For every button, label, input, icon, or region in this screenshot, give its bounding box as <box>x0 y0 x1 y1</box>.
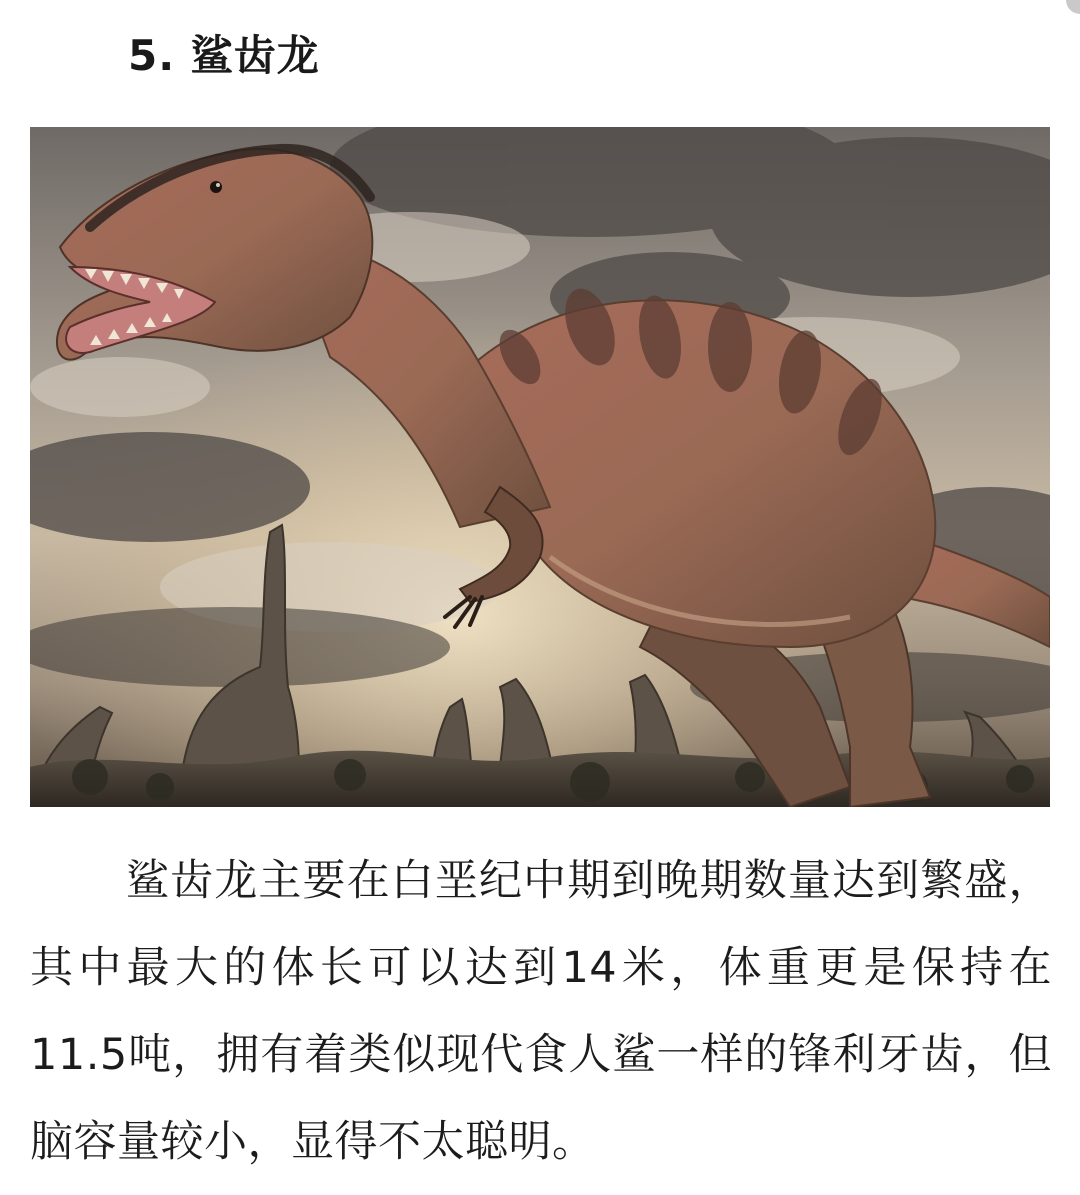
dinosaur-illustration <box>30 127 1050 807</box>
section-heading: 5. 鲨齿龙 <box>128 31 320 80</box>
scroll-indicator <box>1066 0 1080 14</box>
carcharodontosaurus-image <box>30 127 1050 807</box>
article-paragraph: 鲨齿龙主要在白垩纪中期到晚期数量达到繁盛，其中最大的体长可以达到14米，体重更是保持在11.5吨，拥有着类似现代食人鲨一样的锋利牙齿，但脑容量较小，显得不太聪明。 <box>30 856 1052 1167</box>
